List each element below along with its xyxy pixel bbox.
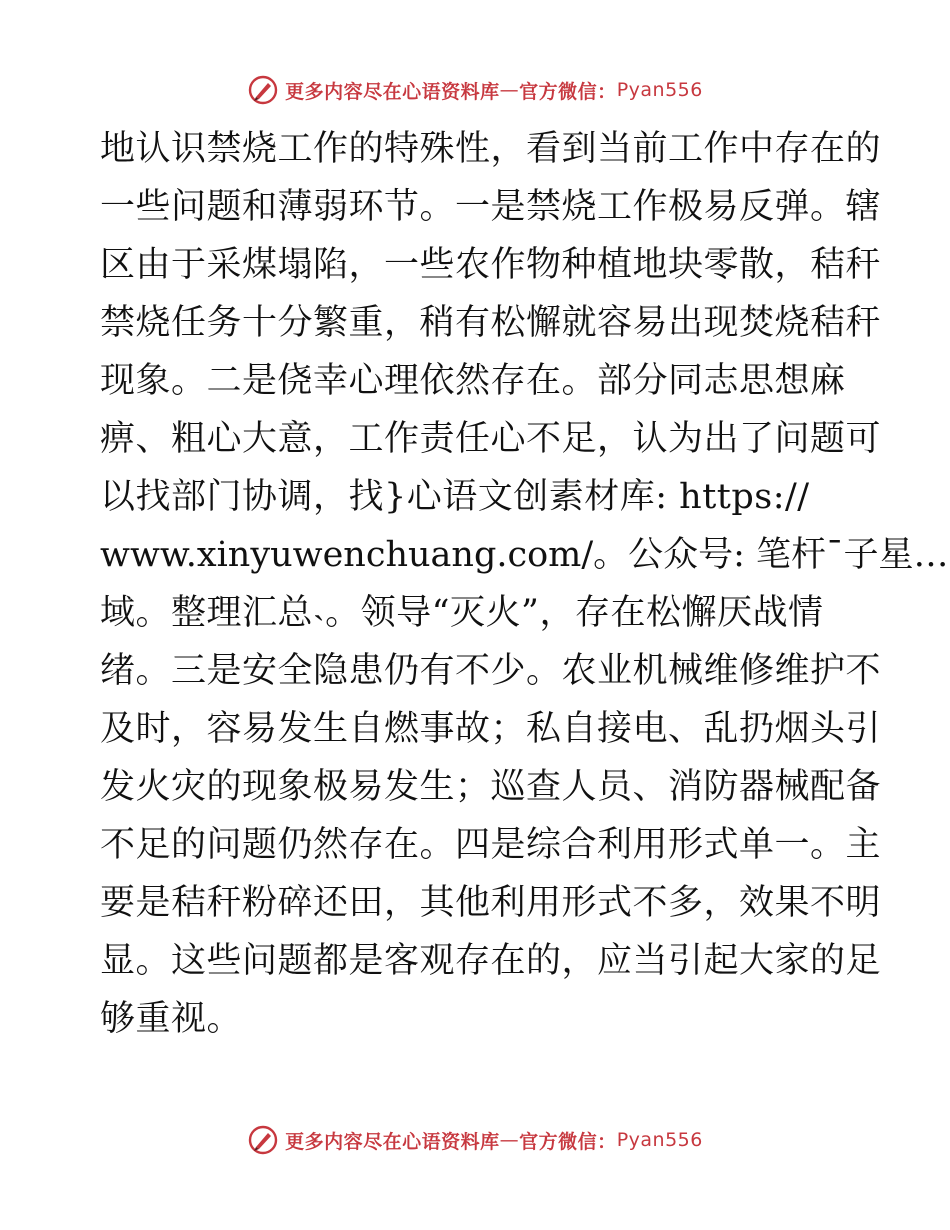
banner-dash: — [499, 79, 520, 101]
text-line: www.xinyuwenchuang.com/。公众号: 笔杆¯子星… [100, 535, 949, 575]
banner-wechat-id: Pyan556 [616, 79, 703, 101]
text-line: 区由于采煤塌陷，一些农作物种植地块零散，秸秆 [100, 245, 882, 285]
text-line: 痹、粗心大意，工作责任心不足，认为出了问题可 [100, 419, 882, 459]
text-line: 及时，容易发生自燃事故；私自接电、乱扔烟头引 [100, 709, 882, 749]
banner-main-text: 更多内容尽在心语资料库 [285, 1130, 500, 1153]
text-line: 现象。二是侥幸心理依然存在。部分同志思想麻 [100, 361, 846, 401]
header-banner [0, 70, 950, 110]
quill-pen-logo-icon [247, 74, 279, 106]
banner-main-text: 更多内容尽在心语资料库 [285, 80, 500, 103]
text-line: 显。这些问题都是客观存在的，应当引起大家的足 [100, 941, 882, 981]
banner-wechat-id: Pyan556 [616, 1129, 703, 1151]
text-line: 发火灾的现象极易发生；巡查人员、消防器械配备 [100, 767, 882, 807]
text-line: 禁烧任务十分繁重，稍有松懈就容易出现焚烧秸秆 [100, 303, 882, 343]
text-line: 一些问题和薄弱环节。一是禁烧工作极易反弹。辖 [100, 187, 882, 227]
quill-pen-logo-icon [247, 1124, 279, 1156]
banner-wechat-label: 官方微信： [519, 1130, 617, 1153]
text-line: 地认识禁烧工作的特殊性，看到当前工作中存在的 [100, 129, 882, 169]
text-line: 以找部门协调，找}心语文创素材库: https:// [100, 477, 810, 517]
text-line: 够重视。 [100, 999, 243, 1039]
article-body [100, 120, 949, 1048]
banner-wechat-label: 官方微信： [519, 80, 617, 103]
footer-banner [0, 1120, 950, 1160]
text-line: 绪。三是安全隐患仍有不少。农业机械维修维护不 [100, 651, 882, 691]
text-line: 要是秸秆粉碎还田，其他利用形式不多，效果不明 [100, 883, 882, 923]
banner-dash: — [499, 1129, 520, 1151]
text-line: 域。整理汇总˴。领导“灭火”，存在松懈厌战情 [100, 593, 824, 633]
text-line: 不足的问题仍然存在。四是综合利用形式单一。主 [100, 825, 882, 865]
